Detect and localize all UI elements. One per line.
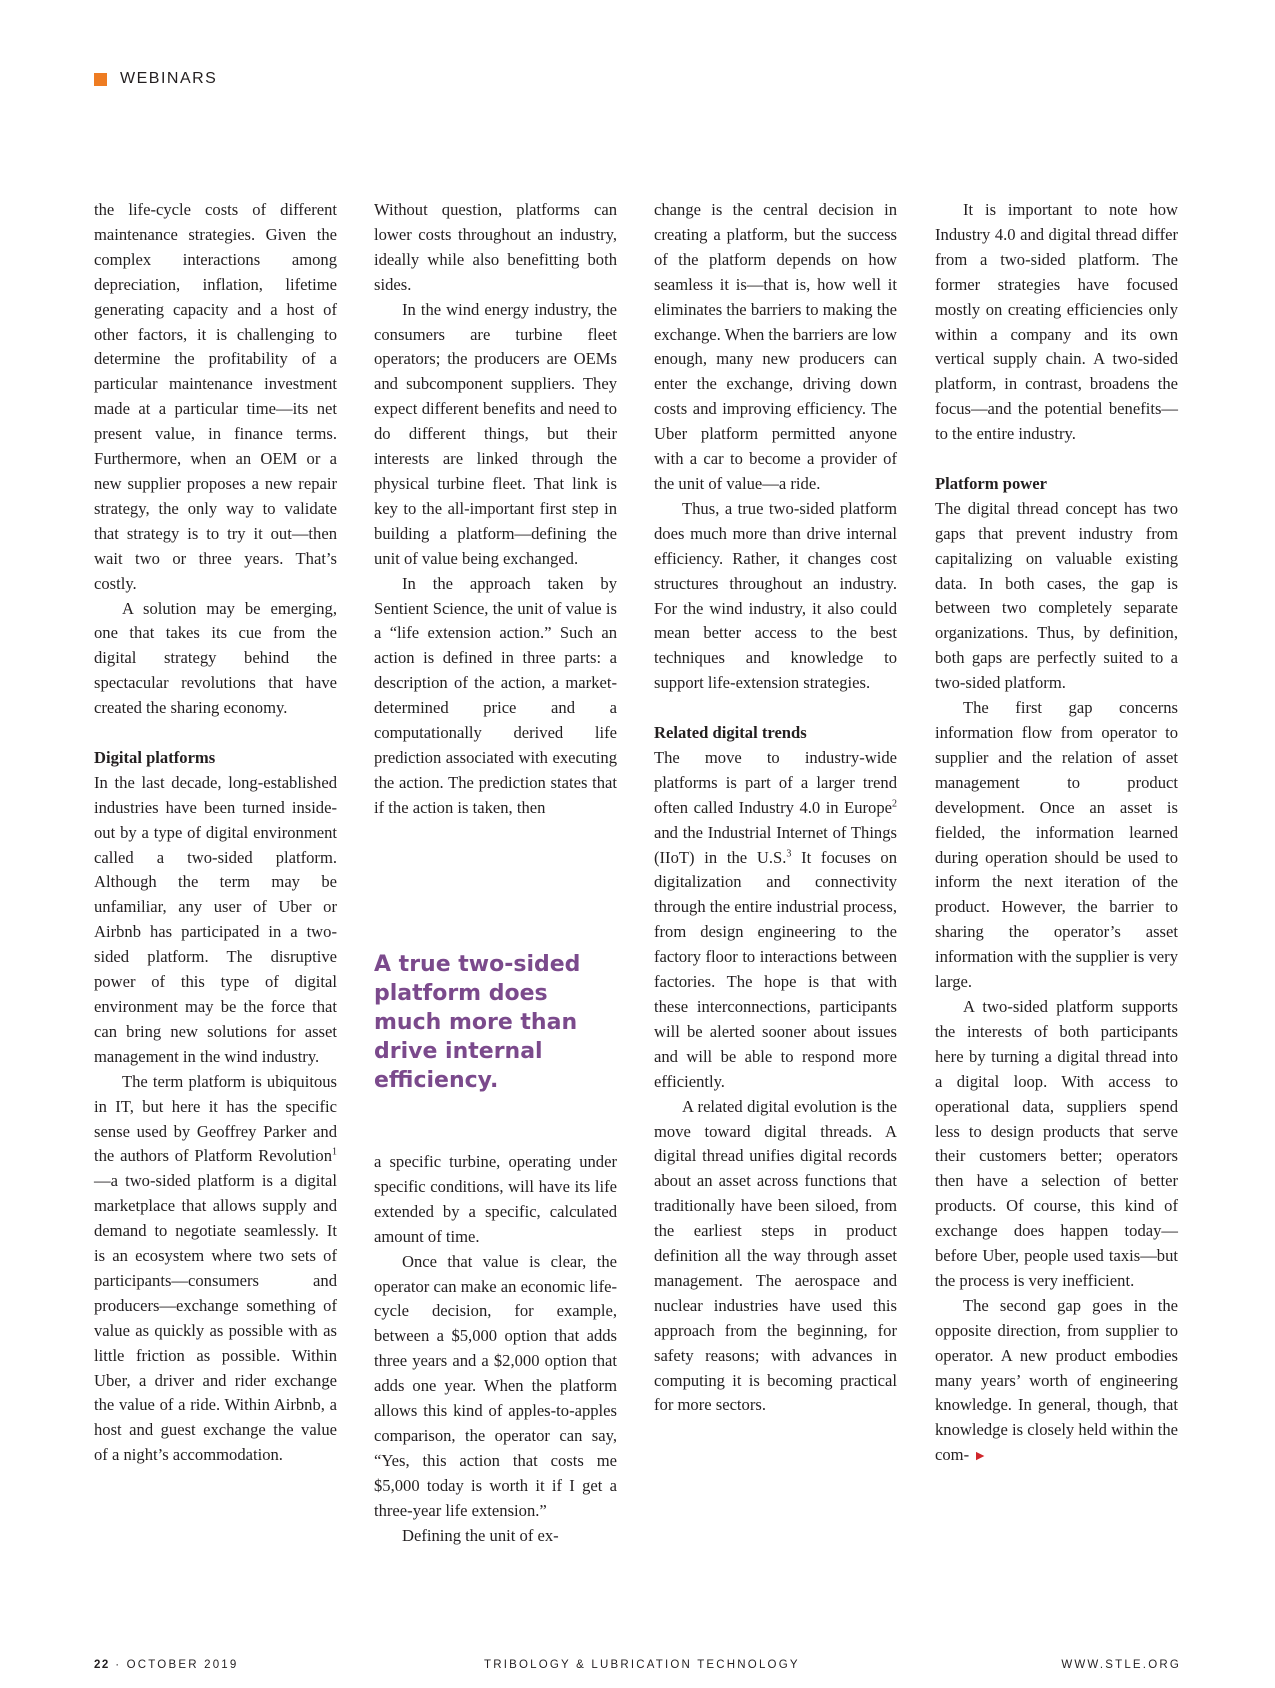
column-3 bbox=[654, 198, 897, 1418]
footer-separator: · bbox=[115, 1659, 122, 1671]
magazine-title: TRIBOLOGY & LUBRICATION TECHNOLOGY bbox=[484, 1659, 800, 1671]
text-run: —a two-sided platform is a digital marketplace that allows supply and demand to negotiate seamlessly. It is an ecosystem where two sets of participants—consumers and producers—exchange something of value as quickly as possible with as little friction as possible. Within Uber, a driver and rider exchange the value of a ride. Within Airbnb, a host and guest exchange the value of a night’s accommodation. bbox=[94, 1171, 337, 1465]
paragraph: a specific turbine, operating under specific conditions, will have its life extended by a specific, calculated amount of time. bbox=[374, 1152, 617, 1246]
paragraph bbox=[94, 1070, 337, 1469]
column-2-bottom bbox=[374, 1150, 617, 1549]
issue-date: OCTOBER 2019 bbox=[126, 1659, 239, 1671]
paragraph: Once that value is clear, the operator can make an economic life-cycle decision, for example, between a $5,000 option that adds three years and a $2,000 option that adds one year. When the platform allows this kind of apples-to-apples comparison, the operator can say, “Yes, this action that costs me $5,000 today is worth it if I get a three-year life extension.” bbox=[374, 1251, 617, 1520]
paragraph: change is the central decision in creating a platform, but the success of the platform depends on how seamless it is—that is, how well it eliminates the barriers to making the exchange. When the barriers are low enough, many new producers can enter the exchange, driving down costs and improving efficiency. The Uber platform permitted anyone with a car to become a provider of the unit of value—a ride. bbox=[654, 200, 897, 493]
paragraph: Without question, platforms can lower costs throughout an industry, ideally while also benefitting both sides. bbox=[374, 200, 617, 294]
paragraph: The first gap concerns information flow from operator to supplier and the relation of asset management to product development. Once an asset is fielded, the information learned during operation should be used to inform the next iteration of the product. However, the barrier to sharing the operator’s asset information with the supplier is very large. bbox=[935, 698, 1178, 992]
text-run: The second gap goes in the opposite direction, from supplier to operator. A new product embodies many years’ worth of engineering knowledge. In general, though, that knowledge is closely held within the com- bbox=[935, 1295, 1178, 1465]
footer-left bbox=[94, 1659, 238, 1671]
section-header bbox=[94, 70, 217, 88]
continue-arrow-icon: ► bbox=[973, 1449, 988, 1465]
subheading: Related digital trends bbox=[654, 723, 807, 743]
footnote-ref: 1 bbox=[332, 1146, 337, 1158]
column-2-top bbox=[374, 198, 617, 821]
pull-quote: A true two-sided platform does much more than drive internal efficiency. bbox=[374, 952, 581, 1093]
text-run: It focuses on digitalization and connectivity through the entire industrial process, from design engineering to the factory floor to interactions between factories. The hope is that with these interconnections, participants will be alerted sooner about issues and will be able to respond more efficiently. bbox=[654, 847, 897, 1091]
footnote-ref: 2 bbox=[892, 798, 897, 810]
paragraph bbox=[654, 746, 897, 1095]
column-1 bbox=[94, 198, 337, 1468]
text-run: and the Industrial Internet of Things (IIoT) in the U.S. bbox=[654, 822, 897, 867]
subheading: Platform power bbox=[935, 473, 1047, 493]
paragraph: A two-sided platform supports the interests of both participants here by turning a digital thread into a digital loop. With access to operational data, suppliers spend less to design products that serve their customers better; operators then have a selection of better products. Of course, this kind of exchange does happen today—before Uber, people used taxis—but the process is very inefficient. bbox=[935, 996, 1178, 1290]
paragraph: In the last decade, long-established industries have been turned inside-out by a type of digital environment called a two-sided platform. Although the term may be unfamiliar, any user of Uber or Airbnb has participated in a two-sided platform. The disruptive power of this type of digital environment may be the force that can bring new solutions for asset management in the wind industry. bbox=[94, 772, 337, 1066]
section-label: WEBINARS bbox=[120, 70, 218, 87]
footnote-ref: 3 bbox=[786, 848, 792, 860]
website-link[interactable]: WWW.STLE.ORG bbox=[1061, 1659, 1181, 1671]
page-number: 22 bbox=[94, 1659, 110, 1671]
column-4 bbox=[935, 198, 1178, 1470]
paragraph: the life-cycle costs of different maintenance strategies. Given the complex interactions among depreciation, inflation, lifetime generating capacity and a host of other factors, it is challenging to determine the profitability of a particular maintenance investment made at a particular time—its net present value, in finance terms. Furthermore, when an OEM or a new supplier proposes a new repair strategy, the only way to validate that strategy is to try it out—then wait two or three years. That’s costly. bbox=[94, 200, 337, 593]
paragraph: The digital thread concept has two gaps that prevent industry from capitalizing on valuable existing data. In both cases, the gap is between two completely separate organizations. Thus, by definition, both gaps are perfectly suited to a two-sided platform. bbox=[935, 498, 1178, 693]
subheading: Digital platforms bbox=[94, 747, 216, 767]
paragraph: A related digital evolution is the move toward digital threads. A digital thread unifies digital records about an asset across functions that traditionally have been siloed, from the earliest steps in product definition all the way through asset management. The aerospace and nuclear industries have used this approach from the beginning, for safety reasons; with advances in computing it is becoming practical for more sectors. bbox=[654, 1096, 897, 1415]
paragraph: It is important to note how Industry 4.0 and digital thread differ from a two-sided platform. The former strategies have focused mostly on creating efficiencies only within a company and its own vertical supply chain. A two-sided platform, in contrast, broadens the focus—and the potential benefits—to the entire industry. bbox=[935, 200, 1178, 444]
paragraph bbox=[935, 1294, 1178, 1470]
text-run: The move to industry-wide platforms is part of a larger trend often called Industry 4.0 in Europe bbox=[654, 747, 897, 817]
paragraph: Defining the unit of ex- bbox=[402, 1525, 559, 1545]
paragraph: A solution may be emerging, one that takes its cue from the digital strategy behind the spectacular revolutions that have created the sharing economy. bbox=[94, 598, 337, 718]
text-run: The term platform is ubiquitous in IT, but here it has the specific sense used by Geoffrey Parker and the authors of Platform Revolution bbox=[94, 1071, 337, 1166]
orange-square-icon bbox=[94, 73, 107, 86]
paragraph: In the approach taken by Sentient Science, the unit of value is a “life extension action.” Such an action is defined in three parts: a description of the action, a market-determined price and a computationally derived life prediction associated with executing the action. The prediction states that if the action is taken, then bbox=[374, 573, 617, 817]
paragraph: Thus, a true two-sided platform does much more than drive internal efficiency. Rather, it changes cost structures throughout an industry. For the wind industry, it also could mean better access to the best techniques and knowledge to support life-extension strategies. bbox=[654, 498, 897, 693]
paragraph: In the wind energy industry, the consumers are turbine fleet operators; the producers are OEMs and subcomponent suppliers. They expect different benefits and need to do different things, but their interests are linked through the physical turbine fleet. That link is key to the all-important first step in building a platform—defining the unit of value being exchanged. bbox=[374, 299, 617, 568]
